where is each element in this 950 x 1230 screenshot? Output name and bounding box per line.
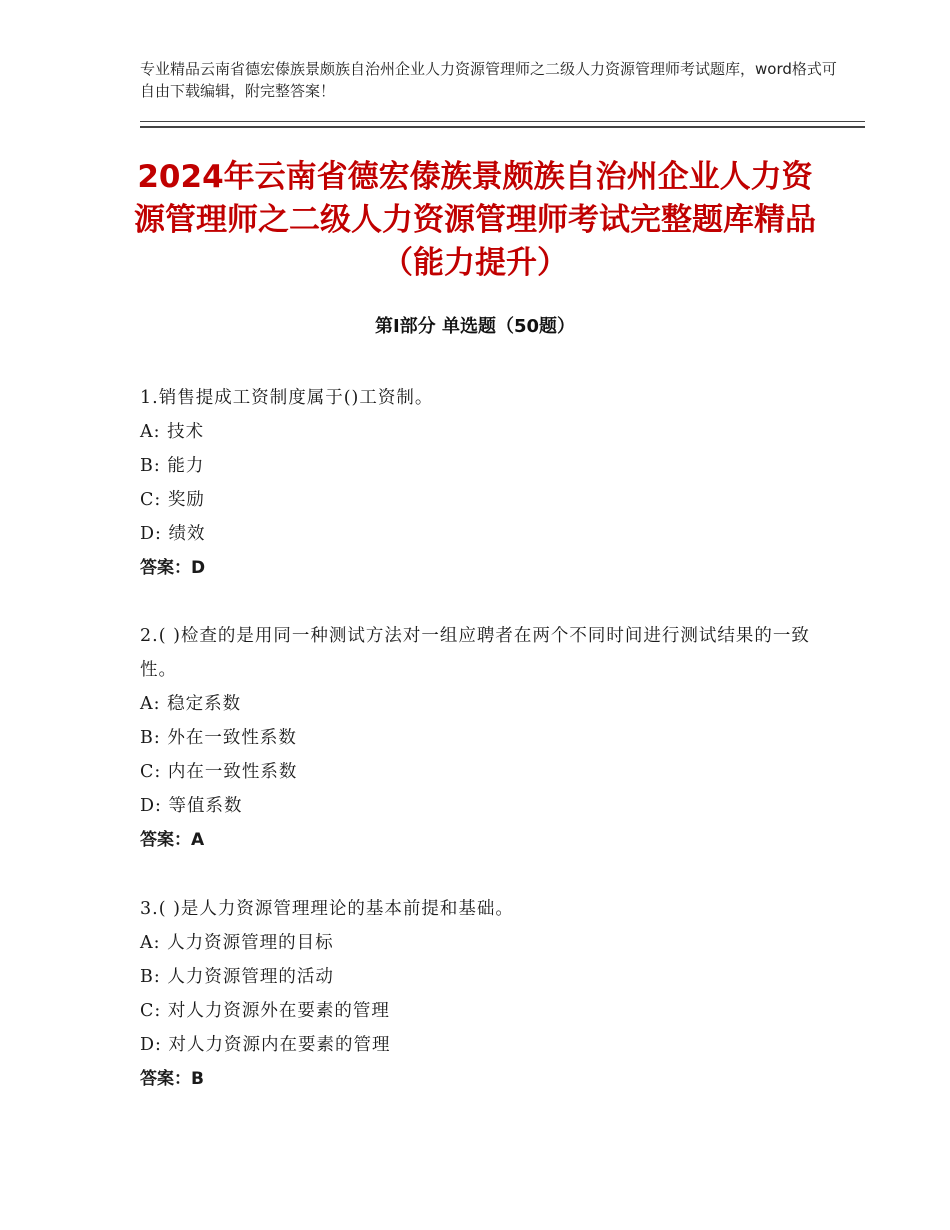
- option-c: C: 内在一致性系数: [140, 762, 298, 782]
- option-c: C: 奖励: [140, 490, 205, 510]
- section-title: 第Ⅰ部分 单选题（50题）: [374, 316, 575, 337]
- question-1: [140, 381, 820, 585]
- answer: 答案：A: [140, 830, 205, 850]
- question-stem: 2.( )检查的是用同一种测试方法对一组应聘者在两个不同时间进行测试结果的一致性。: [140, 626, 810, 680]
- option-d: D: 等值系数: [140, 796, 243, 816]
- option-a: A: 稳定系数: [140, 694, 242, 714]
- option-b: B: 能力: [140, 456, 205, 476]
- option-b: B: 人力资源管理的活动: [140, 967, 334, 987]
- document-title: 2024年云南省德宏傣族景颇族自治州企业人力资源管理师之二级人力资源管理师考试完整题库精品（能力提升）: [134, 159, 816, 281]
- option-d: D: 绩效: [140, 524, 206, 544]
- question-2: [140, 619, 820, 857]
- answer: 答案：D: [140, 558, 206, 578]
- option-c: C: 对人力资源外在要素的管理: [140, 1001, 390, 1021]
- header-divider: [140, 121, 865, 128]
- answer: 答案：B: [140, 1069, 204, 1089]
- header-note: 专业精品云南省德宏傣族景颇族自治州企业人力资源管理师之二级人力资源管理师考试题库，word格式可自由下载编辑，附完整答案！: [140, 60, 837, 100]
- option-a: A: 技术: [140, 422, 205, 442]
- option-a: A: 人力资源管理的目标: [140, 933, 334, 953]
- option-b: B: 外在一致性系数: [140, 728, 297, 748]
- question-stem: 3.( )是人力资源管理理论的基本前提和基础。: [140, 899, 514, 919]
- option-d: D: 对人力资源内在要素的管理: [140, 1035, 391, 1055]
- question-stem: 1.销售提成工资制度属于()工资制。: [140, 388, 434, 408]
- question-3: [140, 892, 820, 1096]
